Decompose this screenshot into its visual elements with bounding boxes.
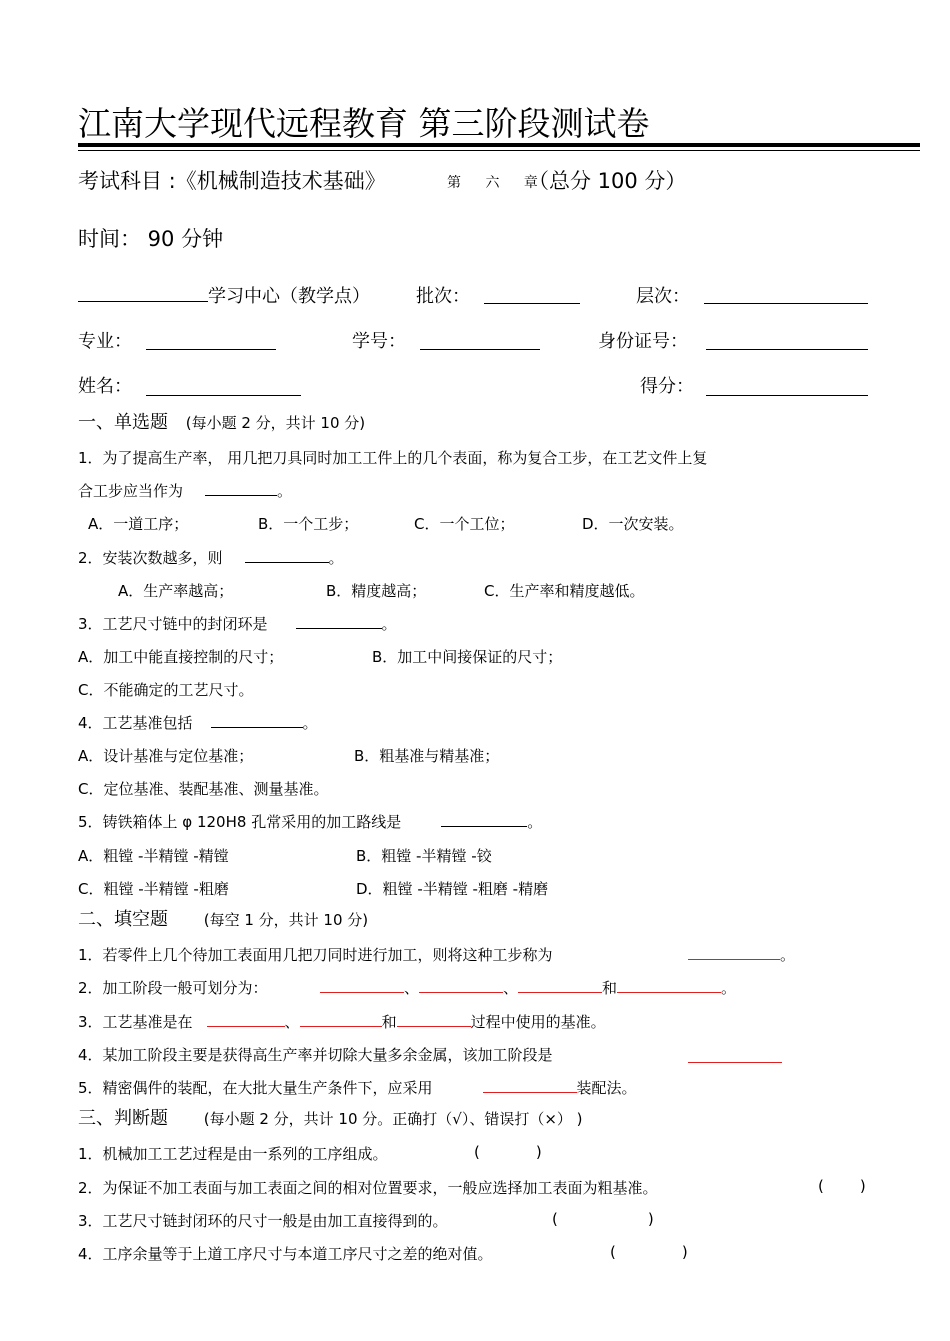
center-field	[78, 282, 370, 308]
batch-blank[interactable]	[484, 302, 580, 304]
s1-q3-opt-b: B．加工中间接保证的尺寸；	[372, 648, 563, 666]
title-rule-thin	[78, 150, 920, 151]
s1-q5-blank[interactable]	[441, 825, 527, 827]
s3-q3-answer-box[interactable]: ( )	[552, 1210, 654, 1228]
section1-heading	[78, 408, 365, 434]
section2-heading	[78, 905, 368, 931]
s1-q5-opt-a: A．粗镗 -半精镗 -精镗	[78, 847, 229, 865]
s2-q5: 5．精密偶件的装配，在大批大量生产条件下，应采用 装配法。	[78, 1079, 637, 1097]
s2-q1-answer: 。	[688, 944, 795, 965]
s3-q1-answer-box[interactable]: ( )	[474, 1143, 542, 1161]
s1-q3-blank[interactable]	[296, 627, 382, 629]
section2-title: 二、填空题	[78, 909, 168, 930]
section3-note: (每小题 2 分，共计 10 分。正确打（√）、错误打（×） )	[203, 1110, 583, 1128]
s1-q1-line2: 合工步应当作为 。	[78, 482, 293, 500]
s1-q5-opt-c: C．粗镗 -半精镗 -粗磨	[78, 880, 229, 898]
s1-q2-opt-b: B．精度越高；	[326, 582, 427, 600]
s1-q1-line1: 1．为了提高生产率， 用几把刀具同时加工工件上的几个表面，称为复合工步，在工艺文件上复	[78, 449, 708, 467]
s1-q4-opt-a: A．设计基准与定位基准；	[78, 747, 254, 765]
level-blank[interactable]	[704, 302, 868, 304]
major-blank[interactable]	[146, 348, 276, 350]
s2-q2-blank-4[interactable]	[617, 991, 721, 993]
page-title: 江南大学现代远程教育 第三阶段测试卷	[78, 104, 650, 143]
s2-q2-blank-3[interactable]	[518, 991, 602, 993]
chapter: 第 六 章	[447, 175, 548, 191]
section3-heading	[78, 1104, 583, 1130]
center-label: 学习中心（教学点）	[208, 286, 370, 307]
section1-note: (每小题 2 分，共计 10 分)	[185, 414, 366, 432]
s1-q4-opt-b: B．粗基准与精基准；	[354, 747, 500, 765]
s2-q4-blank[interactable]	[688, 1061, 782, 1063]
s1-q3: 3．工艺尺寸链中的封闭环是 。	[78, 615, 397, 633]
s1-q2-blank[interactable]	[245, 561, 329, 563]
s1-q1-opt-a: A．一道工序；	[88, 515, 189, 533]
s1-q5: 5．铸铁箱体上 φ 120H8 孔常采用的加工路线是 。	[78, 813, 543, 831]
s1-q4: 4．工艺基准包括 。	[78, 714, 318, 732]
level-label: 层次：	[636, 286, 690, 307]
s1-q2-opt-a: A．生产率越高；	[118, 582, 234, 600]
s2-q3-blank-3[interactable]	[397, 1025, 471, 1027]
s3-q3: 3．工艺尺寸链封闭环的尺寸一般是由加工直接得到的。	[78, 1212, 448, 1230]
student-no-blank[interactable]	[420, 348, 540, 350]
total-score: （总分 100 分）	[528, 169, 687, 193]
s2-q3-blank-2[interactable]	[300, 1025, 382, 1027]
s3-q4-answer-box[interactable]: ( )	[610, 1243, 688, 1261]
s2-q2-answers: 、 、 和 。	[320, 977, 736, 998]
title-rule-thick	[78, 143, 920, 147]
s1-q2: 2．安装次数越多，则 。	[78, 549, 344, 567]
s2-q2-blank-1[interactable]	[320, 991, 404, 993]
name-label: 姓名：	[78, 376, 132, 397]
section1-title: 一、单选题	[78, 412, 168, 433]
s1-q4-blank[interactable]	[211, 726, 303, 728]
s1-q1-opt-c: C．一个工位；	[414, 515, 515, 533]
s3-q2-answer-box[interactable]: ( )	[818, 1177, 866, 1195]
s3-q1: 1．机械加工工艺过程是由一系列的工序组成。	[78, 1145, 388, 1163]
s1-q3-opt-c: C．不能确定的工艺尺寸。	[78, 681, 254, 699]
s2-q2-blank-2[interactable]	[419, 991, 503, 993]
s1-q1-opt-b: B．一个工步；	[258, 515, 359, 533]
s1-q1-blank[interactable]	[205, 494, 277, 496]
id-no-blank[interactable]	[706, 348, 868, 350]
score-label: 得分：	[640, 376, 694, 397]
s2-q4: 4．某加工阶段主要是获得高生产率并切除大量多余金属，该加工阶段是	[78, 1046, 553, 1064]
subject: 考试科目 :《机械制造技术基础》	[78, 169, 386, 193]
s2-q3-blank-1[interactable]	[207, 1025, 285, 1027]
major-label: 专业：	[78, 331, 132, 352]
s1-q3-opt-a: A．加工中能直接控制的尺寸；	[78, 648, 284, 666]
section3-title: 三、判断题	[78, 1108, 168, 1129]
s1-q2-opt-c: C．生产率和精度越低。	[484, 582, 645, 600]
s2-q5-blank[interactable]	[483, 1091, 577, 1093]
s1-q5-opt-d: D．粗镗 -半精镗 -粗磨 -精磨	[356, 880, 549, 898]
exam-time: 时间： 90 分钟	[78, 227, 224, 251]
subject-line	[78, 165, 386, 195]
batch-label: 批次：	[416, 286, 470, 307]
section2-note: (每空 1 分，共计 10 分)	[203, 911, 369, 929]
s2-q1-blank[interactable]	[688, 958, 780, 960]
name-blank[interactable]	[146, 394, 301, 396]
center-blank[interactable]	[78, 300, 208, 302]
s1-q1-opt-d: D．一次安装。	[582, 515, 684, 533]
s1-q4-opt-c: C．定位基准、装配基准、测量基准。	[78, 780, 329, 798]
s2-q1: 1．若零件上几个待加工表面用几把刀同时进行加工，则将这种工步称为	[78, 946, 553, 964]
s1-q5-opt-b: B．粗镗 -半精镗 -铰	[356, 847, 492, 865]
id-no-label: 身份证号：	[598, 331, 688, 352]
s3-q2: 2．为保证不加工表面与加工表面之间的相对位置要求，一般应选择加工表面为粗基准。	[78, 1179, 658, 1197]
s3-q4: 4．工序余量等于上道工序尺寸与本道工序尺寸之差的绝对值。	[78, 1245, 493, 1263]
s2-q2: 2．加工阶段一般可划分为：	[78, 979, 268, 997]
score-blank[interactable]	[706, 394, 868, 396]
student-no-label: 学号：	[352, 331, 406, 352]
s2-q3: 3．工艺基准是在 、 和 过程中使用的基准。	[78, 1013, 606, 1031]
